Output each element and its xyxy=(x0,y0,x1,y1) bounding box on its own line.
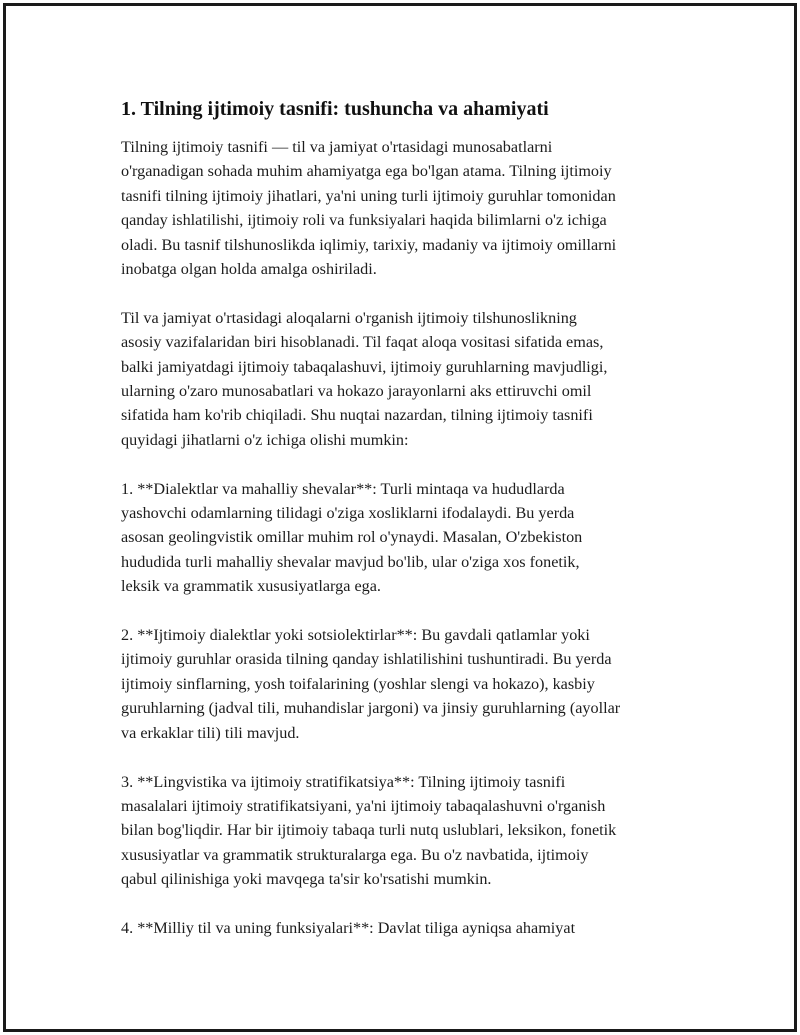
text-line: 1. **Dialektlar va mahalliy shevalar**: Turli mintaqa va hududlarda xyxy=(121,479,565,498)
text-line: ijtimoiy sinflarning, yosh toifalarining (yoshlar slengi va hokazo), kasbiy xyxy=(121,674,595,693)
text-line: o'rganadigan sohada muhim ahamiyatga ega bo'lgan atama. Tilning ijtimoiy xyxy=(121,162,612,181)
list-item-dialects xyxy=(121,477,696,599)
section-heading: 1. Tilning ijtimoiy tasnifi: tushuncha va ahamiyati xyxy=(121,98,549,120)
text-line: guruhlarning (jadval tili, muhandislar jargoni) va jinsiy guruhlarning (ayollar xyxy=(121,699,621,718)
list-item-national-language xyxy=(121,916,696,940)
text-line: yashovchi odamlarning tilidagi o'ziga xosliklarni ifodalaydi. Bu yerda xyxy=(121,504,575,523)
text-line: 2. **Ijtimoiy dialektlar yoki sotsiolektirlar**: Bu gavdali qatlamlar yoki xyxy=(121,626,590,645)
text-line: ularning o'zaro munosabatlari va hokazo jarayonlarni aks ettiruvchi omil xyxy=(121,382,592,401)
text-line: 4. **Milliy til va uning funksiyalari**: Davlat tiliga ayniqsa ahamiyat xyxy=(121,918,576,937)
text-line: 3. **Lingvistika va ijtimoiy stratifikatsiya**: Tilning ijtimoiy tasnifi xyxy=(121,772,566,791)
document-content xyxy=(121,96,696,965)
text-line: bilan bog'liqdir. Har bir ijtimoiy tabaqa turli nutq uslublari, leksikon, fonetik xyxy=(121,821,617,840)
paragraph-intro xyxy=(121,135,696,281)
text-line: asosiy vazifalaridan biri hisoblanadi. Til faqat aloqa vositasi sifatida emas, xyxy=(121,333,604,352)
list-item-stratification xyxy=(121,770,696,892)
text-line: asosan geolingvistik omillar muhim rol o'ynaydi. Masalan, O'zbekiston xyxy=(121,528,583,547)
text-line: oladi. Bu tasnif tilshunoslikda iqlimiy, tarixiy, madaniy va ijtimoiy omillarni xyxy=(121,235,617,254)
text-line: Til va jamiyat o'rtasidagi aloqalarni o'rganish ijtimoiy tilshunoslikning xyxy=(121,308,577,327)
text-line: qanday ishlatilishi, ijtimoiy roli va funksiyalari haqida bilimlarni o'z ichiga xyxy=(121,211,607,230)
text-line: tasnifi tilning ijtimoiy jihatlari, ya'ni uning turli ijtimoiy guruhlar tomonidan xyxy=(121,186,616,205)
list-item-sociolects xyxy=(121,623,696,745)
text-line: ijtimoiy guruhlar orasida tilning qanday ishlatilishini tushuntiradi. Bu yerda xyxy=(121,650,612,669)
text-line: masalalari ijtimoiy stratifikatsiyani, ya'ni ijtimoiy tabaqalashuvni o'rganish xyxy=(121,796,606,815)
text-line: va erkaklar tili) tili mavjud. xyxy=(121,723,300,742)
text-line: qabul qilinishiga yoki mavqega ta'sir ko'rsatishi mumkin. xyxy=(121,870,492,889)
text-line: sifatida ham ko'rib chiqiladi. Shu nuqtai nazardan, tilning ijtimoiy tasnifi xyxy=(121,406,593,425)
text-line: xususiyatlar va grammatik strukturalarga ega. Bu o'z navbatida, ijtimoiy xyxy=(121,845,589,864)
text-line: quyidagi jihatlarni o'z ichiga olishi mumkin: xyxy=(121,430,409,449)
text-line: inobatga olgan holda amalga oshiriladi. xyxy=(121,260,377,279)
document-page xyxy=(3,3,797,1032)
text-line: hududida turli mahalliy shevalar mavjud bo'lib, ular o'ziga xos fonetik, xyxy=(121,552,580,571)
text-line: leksik va grammatik xususiyatlarga ega. xyxy=(121,577,381,596)
paragraph-society xyxy=(121,306,696,452)
text-line: Tilning ijtimoiy tasnifi — til va jamiyat o'rtasidagi munosabatlarni xyxy=(121,138,553,156)
text-line: balki jamiyatdagi ijtimoiy tabaqalashuvi, ijtimoiy guruhlarning mavjudligi, xyxy=(121,357,608,376)
